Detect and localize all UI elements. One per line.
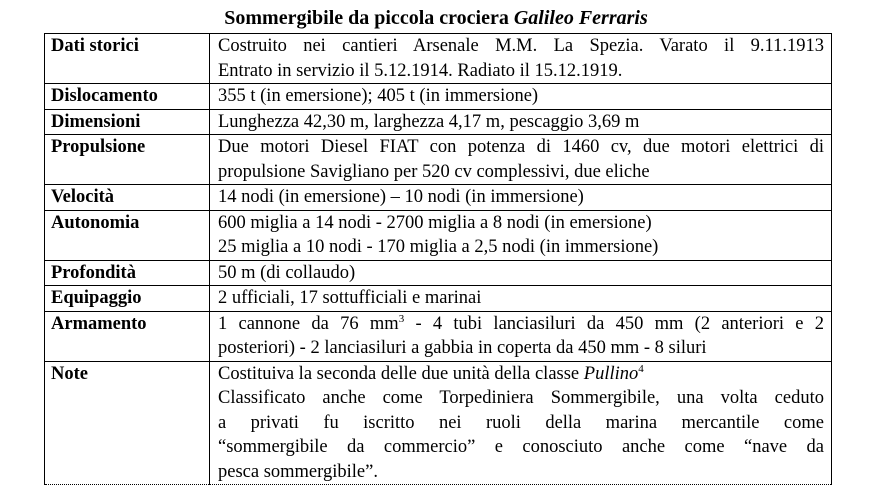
- table-row: [45, 210, 832, 260]
- value-line: [218, 312, 824, 337]
- value-line: Due motori Diesel FIAT con potenza di 1460 cv, due motori elettrici di: [218, 137, 824, 157]
- row-label: Velocità: [45, 185, 210, 211]
- value-line: 50 m (di collaudo): [218, 262, 356, 283]
- table-row: [45, 260, 832, 286]
- row-label: Dimensioni: [45, 109, 210, 135]
- row-value: [210, 260, 832, 286]
- value-line: posteriori) - 2 lanciasiluri a gabbia in coperta da 450 mm - 8 siluri: [218, 338, 707, 358]
- value-line: propulsione Savigliano per 520 cv complessivi, due eliche: [218, 161, 650, 182]
- value-line: [218, 362, 824, 387]
- row-label: Profondità: [45, 260, 210, 286]
- table-row: [45, 84, 832, 110]
- spec-table: [44, 33, 832, 485]
- value-line: 355 t (in emersione); 405 t (in immersione): [218, 86, 539, 106]
- row-label: Armamento: [45, 311, 210, 361]
- armament-text: 1 cannone da 76 mm: [218, 313, 399, 334]
- row-value: [210, 185, 832, 211]
- row-label: Dislocamento: [45, 84, 210, 110]
- row-label: Dati storici: [45, 34, 210, 84]
- row-label: Note: [45, 361, 210, 485]
- value-line: “sommergibile da commercio” e conosciuto anche come “nave da: [218, 437, 824, 457]
- note-text: Costituiva la seconda delle due unità della classe: [218, 363, 584, 384]
- table-row: [45, 135, 832, 185]
- value-line: Classificato anche come Torpediniera Sommergibile, una volta ceduto: [218, 388, 824, 408]
- footnote-marker: 4: [638, 362, 644, 375]
- row-value: [210, 311, 832, 361]
- table-row: [45, 311, 832, 361]
- value-line: 25 miglia a 10 nodi - 170 miglia a 2,5 nodi (in immersione): [218, 237, 659, 257]
- row-value: [210, 210, 832, 260]
- value-line: Entrato in servizio il 5.12.1914. Radiato il 15.12.1919.: [218, 60, 623, 81]
- value-line: 600 miglia a 14 nodi - 2700 miglia a 8 nodi (in emersione): [218, 212, 652, 233]
- row-value: [210, 34, 832, 84]
- row-value: [210, 135, 832, 185]
- table-row: [45, 286, 832, 312]
- value-line: a privati fu iscritto nei ruoli della marina mercantile come: [218, 412, 824, 433]
- title-prefix: Sommergibile da piccola crociera: [224, 7, 514, 29]
- table-row: [45, 109, 832, 135]
- row-value: [210, 109, 832, 135]
- value-line: pesca sommergibile”.: [218, 461, 378, 482]
- armament-text: - 4 tubi lanciasiluri da 450 mm (2 anteriori e 2: [404, 313, 824, 334]
- value-line: Costruito nei cantieri Arsenale M.M. La Spezia. Varato il 9.11.1913: [218, 36, 824, 56]
- row-value: [210, 361, 832, 485]
- table-row: [45, 361, 832, 485]
- row-label: Propulsione: [45, 135, 210, 185]
- value-line: 14 nodi (in emersione) – 10 nodi (in immersione): [218, 187, 584, 207]
- table-row: [45, 185, 832, 211]
- page-title: [0, 6, 872, 30]
- row-value: [210, 286, 832, 312]
- value-line: 2 ufficiali, 17 sottufficiali e marinai: [218, 288, 482, 308]
- class-name: Pullino: [583, 363, 639, 384]
- value-line: Lunghezza 42,30 m, larghezza 4,17 m, pescaggio 3,69 m: [218, 111, 640, 132]
- title-ship-name: Galileo Ferraris: [513, 7, 648, 29]
- row-label: Equipaggio: [45, 286, 210, 312]
- table-row: [45, 34, 832, 84]
- row-value: [210, 84, 832, 110]
- footnote-marker: 3: [398, 312, 405, 325]
- row-label: Autonomia: [45, 210, 210, 260]
